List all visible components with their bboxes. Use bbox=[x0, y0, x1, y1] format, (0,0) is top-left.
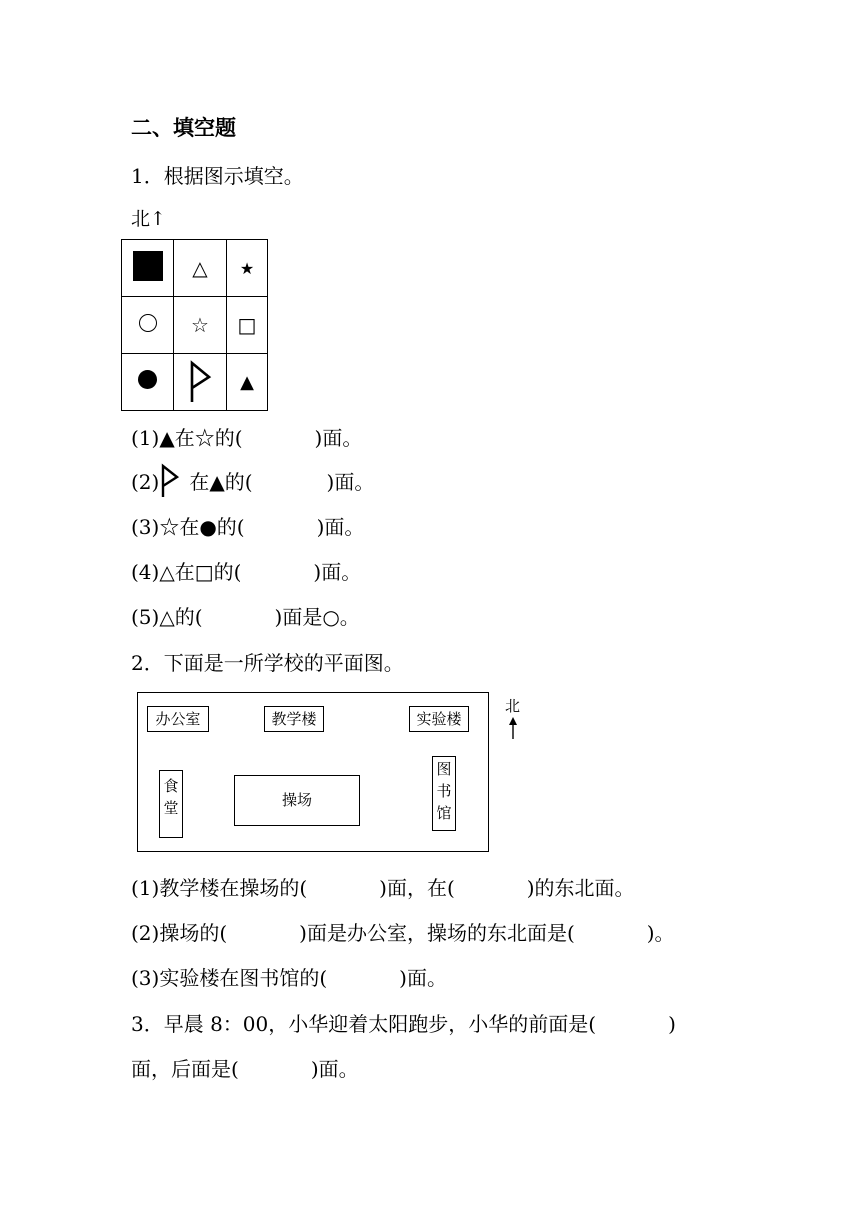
lab-building-label: 实验楼 bbox=[409, 706, 469, 732]
black-dot-icon bbox=[138, 370, 157, 389]
canteen-label: 食 堂 bbox=[159, 770, 183, 838]
question-3-line-1: 3．早晨 8：00，小华迎着太阳跑步，小华的前面是( ) bbox=[131, 1012, 676, 1036]
playground-label: 操场 bbox=[234, 775, 360, 826]
question-3-line-2: 面，后面是( )面。 bbox=[131, 1057, 359, 1081]
black-square-icon bbox=[133, 251, 163, 281]
north-arrow-icon: ↑ bbox=[150, 208, 166, 230]
q2-item-2: (2)操场的( )面是办公室，操场的东北面是( )。 bbox=[131, 921, 675, 945]
flag-icon bbox=[187, 360, 213, 404]
teaching-building-label: 教学楼 bbox=[264, 706, 324, 732]
q1-item-5: (5)△的( )面是○。 bbox=[131, 605, 360, 629]
grid-cell-flag bbox=[174, 354, 227, 411]
q1-item-2: (2) 在▲的( )面。 bbox=[131, 463, 374, 499]
direction-grid bbox=[121, 239, 268, 411]
section-title: 二、填空题 bbox=[131, 115, 236, 140]
question-2-stem: 2．下面是一所学校的平面图。 bbox=[131, 651, 404, 675]
q2-item-3: (3)实验楼在图书馆的( )面。 bbox=[131, 966, 447, 990]
north-arrow-icon bbox=[507, 716, 519, 740]
school-plan-map bbox=[137, 692, 489, 852]
library-label: 图 书 馆 bbox=[432, 756, 456, 831]
q2-item-1: (1)教学楼在操场的( )面，在( )的东北面。 bbox=[131, 876, 635, 900]
grid-cell-circle-outline bbox=[122, 297, 174, 354]
grid-cell-black-square bbox=[122, 240, 174, 297]
north-label: 北 bbox=[131, 208, 151, 230]
office-label: 办公室 bbox=[147, 706, 209, 732]
north-indicator-1 bbox=[131, 204, 166, 231]
q1-item-4: (4)△在□的( )面。 bbox=[131, 560, 362, 584]
grid-cell-triangle-outline: △ bbox=[174, 240, 227, 297]
grid-cell-star-outline: ☆ bbox=[174, 297, 227, 354]
grid-cell-black-triangle: ▲ bbox=[227, 354, 268, 411]
grid-cell-black-dot bbox=[122, 354, 174, 411]
circle-outline-icon bbox=[139, 314, 157, 332]
grid-cell-square-outline: □ bbox=[227, 297, 268, 354]
flag-icon bbox=[159, 463, 181, 499]
question-1-stem: 1．根据图示填空。 bbox=[131, 164, 304, 188]
grid-cell-black-star: ★ bbox=[227, 240, 268, 297]
q1-item-1: (1)▲在☆的( )面。 bbox=[131, 426, 363, 450]
q1-item-3: (3)☆在●的( )面。 bbox=[131, 515, 365, 539]
north-indicator-2: 北 bbox=[505, 695, 520, 740]
